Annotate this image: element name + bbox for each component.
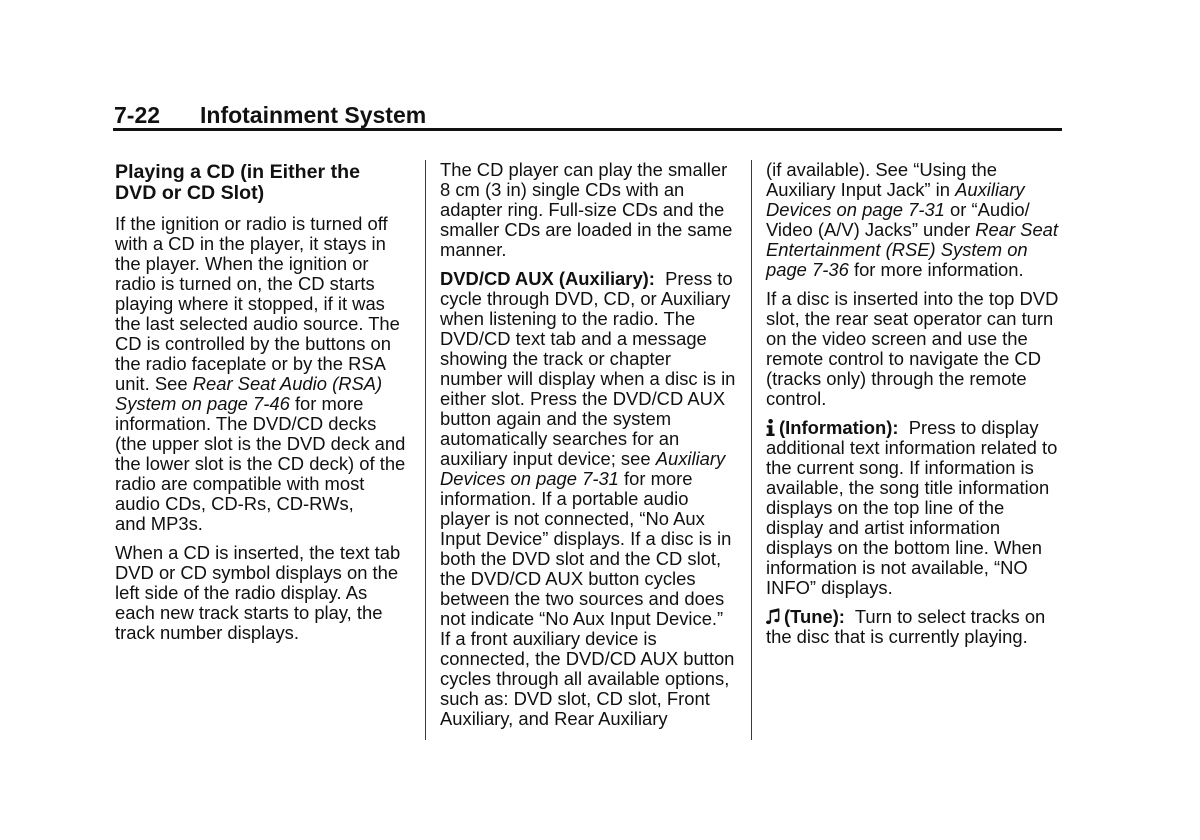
text-run: (if available). See “Using the [766, 159, 998, 180]
text-run: If the ignition or radio is turned off [115, 213, 388, 234]
text-line [440, 649, 735, 669]
text-line [440, 549, 735, 569]
text-line [766, 627, 1058, 647]
paragraph [766, 160, 1058, 280]
paragraph [440, 269, 735, 729]
text-line [440, 589, 735, 609]
emphasis-text: Devices on page 7-31 [440, 468, 619, 489]
text-line [115, 314, 405, 334]
text-run: (the upper slot is the DVD deck and [115, 433, 406, 454]
text-line [766, 240, 1058, 260]
text-line [766, 289, 1058, 309]
music-note-icon [766, 608, 780, 625]
text-run: with a CD in the player, it stays in [115, 233, 386, 254]
text-run: displays on the bottom line. When [766, 537, 1043, 558]
text-line [440, 529, 735, 549]
paragraph [115, 543, 405, 643]
text-run: If a front auxiliary device is [440, 628, 657, 649]
text-run: information is not available, “NO [766, 557, 1028, 578]
text-run: connected, the DVD/CD AUX button [440, 648, 735, 669]
text-line [440, 669, 735, 689]
emphasis-text: page 7-36 [766, 259, 849, 280]
column-1 [115, 162, 405, 652]
text-run: Turn to select tracks on [844, 606, 1046, 627]
text-line [766, 538, 1058, 558]
text-run: 8 cm (3 in) single CDs with an [440, 179, 685, 200]
emphasis-text: Auxiliary [655, 448, 726, 469]
text-run: the DVD/CD AUX button cycles [440, 568, 696, 589]
text-line [115, 374, 405, 394]
text-run: control. [766, 388, 827, 409]
text-line [115, 494, 405, 514]
text-run: DVD/CD text tab and a message [440, 328, 707, 349]
text-run: CD is controlled by the buttons on [115, 333, 392, 354]
text-line [440, 160, 735, 180]
text-line [766, 220, 1058, 240]
text-line [440, 629, 735, 649]
text-run: The CD player can play the smaller [440, 159, 728, 180]
text-run: displays on the top line of the [766, 497, 1005, 518]
text-line [766, 369, 1058, 389]
text-run: cycles through all available options, [440, 668, 730, 689]
text-line [115, 474, 405, 494]
emphasis-text: Entertainment (RSE) System on [766, 239, 1028, 260]
text-line [766, 458, 1058, 478]
text-run: cycle through DVD, CD, or Auxiliary [440, 288, 731, 309]
section-title: Infotainment System [200, 102, 427, 128]
label-text: DVD/CD AUX (Auxiliary): [440, 268, 655, 289]
text-line [115, 254, 405, 274]
text-line [766, 329, 1058, 349]
paragraph [766, 289, 1058, 409]
text-run: either slot. Press the DVD/CD AUX [440, 388, 726, 409]
info-icon [766, 419, 775, 436]
text-run: additional text information related to [766, 437, 1058, 458]
label-text: (Information): [779, 417, 899, 438]
text-run: smaller CDs are loaded in the same [440, 219, 733, 240]
text-run: and MP3s. [115, 513, 203, 534]
text-line [115, 274, 405, 294]
text-run: (tracks only) through the remote [766, 368, 1027, 389]
text-run: player is not connected, “No Aux [440, 508, 705, 529]
paragraph [766, 607, 1058, 647]
text-line [440, 220, 735, 240]
text-line [115, 514, 405, 534]
text-line [766, 478, 1058, 498]
text-run: the last selected audio source. The [115, 313, 400, 334]
text-line [115, 334, 405, 354]
emphasis-text: Rear Seat Audio (RSA) [192, 373, 383, 394]
text-run: Input Device” displays. If a disc is in [440, 528, 732, 549]
text-run: auxiliary input device; see [440, 448, 656, 469]
section-heading [115, 162, 405, 204]
text-run: slot, the rear seat operator can turn [766, 308, 1054, 329]
text-run: on the video screen and use the [766, 328, 1028, 349]
text-line [766, 260, 1058, 280]
text-line [766, 438, 1058, 458]
text-run: information. The DVD/CD decks [115, 413, 377, 434]
text-run: between the two sources and does [440, 588, 725, 609]
text-line [115, 294, 405, 314]
text-run: playing where it stopped, if it was [115, 293, 385, 314]
text-run: display and artist information [766, 517, 1001, 538]
text-line [115, 414, 405, 434]
text-line [766, 180, 1058, 200]
text-run: both the DVD slot and the CD slot, [440, 548, 722, 569]
text-line [440, 429, 735, 449]
text-run: for more [618, 468, 693, 489]
text-run: showing the track or chapter [440, 348, 672, 369]
text-line [766, 498, 1058, 518]
text-run: INFO” displays. [766, 577, 893, 598]
label-text: (Tune): [784, 606, 845, 627]
text-line [115, 434, 405, 454]
text-run: radio are compatible with most [115, 473, 365, 494]
text-line [115, 603, 405, 623]
text-line [440, 469, 735, 489]
text-run: the radio faceplate or by the RSA [115, 353, 386, 374]
text-line [115, 183, 405, 204]
text-line [440, 349, 735, 369]
text-line [440, 289, 735, 309]
text-line [766, 418, 1058, 438]
text-run: audio CDs, CD-Rs, CD-RWs, [115, 493, 354, 514]
text-run: Press to display [898, 417, 1039, 438]
column-divider [751, 160, 752, 740]
text-run: not indicate “No Aux Input Device.” [440, 608, 724, 629]
text-run: manner. [440, 239, 507, 260]
text-line [115, 234, 405, 254]
text-line [440, 329, 735, 349]
page-number: 7-22 [114, 102, 161, 128]
text-line [440, 269, 735, 289]
text-run: DVD or CD symbol displays on the [115, 562, 399, 583]
text-run: If a disc is inserted into the top DVD [766, 288, 1059, 309]
text-line [115, 583, 405, 603]
text-run: Video (A/V) Jacks” under [766, 219, 976, 240]
text-run: for more information. [848, 259, 1024, 280]
text-line [766, 309, 1058, 329]
text-line [766, 349, 1058, 369]
text-run: Playing a CD (in Either the [115, 161, 360, 183]
text-line [766, 558, 1058, 578]
text-line [115, 563, 405, 583]
text-line [115, 543, 405, 563]
text-line [440, 449, 735, 469]
text-run: available, the song title information [766, 477, 1050, 498]
text-line [440, 489, 735, 509]
text-run: the lower slot is the CD deck) of the [115, 453, 406, 474]
text-line [440, 609, 735, 629]
text-line [440, 240, 735, 260]
text-line [115, 623, 405, 643]
text-run: Press to [654, 268, 733, 289]
header-rule [113, 128, 1062, 131]
paragraph [440, 160, 735, 260]
text-line [440, 309, 735, 329]
text-line [440, 200, 735, 220]
text-line [440, 509, 735, 529]
text-run: such as: DVD slot, CD slot, Front [440, 688, 710, 709]
text-line [115, 394, 405, 414]
text-run: for more [289, 393, 364, 414]
text-line [115, 162, 405, 183]
column-3 [766, 160, 1058, 656]
text-run: the disc that is currently playing. [766, 626, 1028, 647]
text-line [766, 200, 1058, 220]
text-run: each new track starts to play, the [115, 602, 383, 623]
emphasis-text: Rear Seat [975, 219, 1059, 240]
text-line [440, 369, 735, 389]
text-run: information. If a portable audio [440, 488, 689, 509]
paragraph [766, 418, 1058, 598]
text-run: Auxiliary, and Rear Auxiliary [440, 708, 668, 729]
text-run: radio is turned on, the CD starts [115, 273, 375, 294]
text-run: left side of the radio display. As [115, 582, 368, 603]
text-line [766, 160, 1058, 180]
text-run: adapter ring. Full-size CDs and the [440, 199, 725, 220]
text-line [440, 409, 735, 429]
text-run: when listening to the radio. The [440, 308, 696, 329]
text-run: track number displays. [115, 622, 299, 643]
text-run: When a CD is inserted, the text tab [115, 542, 401, 563]
text-line [766, 389, 1058, 409]
emphasis-text: Devices on page 7-31 [766, 199, 945, 220]
text-run: number will display when a disc is in [440, 368, 736, 389]
text-line [440, 180, 735, 200]
text-line [766, 578, 1058, 598]
text-run: remote control to navigate the CD [766, 348, 1041, 369]
text-line [766, 607, 1058, 627]
text-run: the player. When the ignition or [115, 253, 369, 274]
text-line [440, 709, 735, 729]
text-line [115, 354, 405, 374]
column-divider [425, 160, 426, 740]
text-line [440, 689, 735, 709]
text-line [115, 214, 405, 234]
text-run: DVD or CD Slot) [115, 182, 265, 204]
text-line [440, 569, 735, 589]
text-run: Auxiliary Input Jack” in [766, 179, 956, 200]
emphasis-text: Auxiliary [955, 179, 1025, 200]
text-run: the current song. If information is [766, 457, 1034, 478]
text-line [766, 518, 1058, 538]
column-2 [440, 160, 735, 738]
text-run: automatically searches for an [440, 428, 680, 449]
text-run: button again and the system [440, 408, 672, 429]
text-run: unit. See [115, 373, 193, 394]
text-line [440, 389, 735, 409]
text-run: or “Audio/ [944, 199, 1030, 220]
text-line [115, 454, 405, 474]
emphasis-text: System on page 7-46 [115, 393, 290, 414]
paragraph [115, 214, 405, 534]
